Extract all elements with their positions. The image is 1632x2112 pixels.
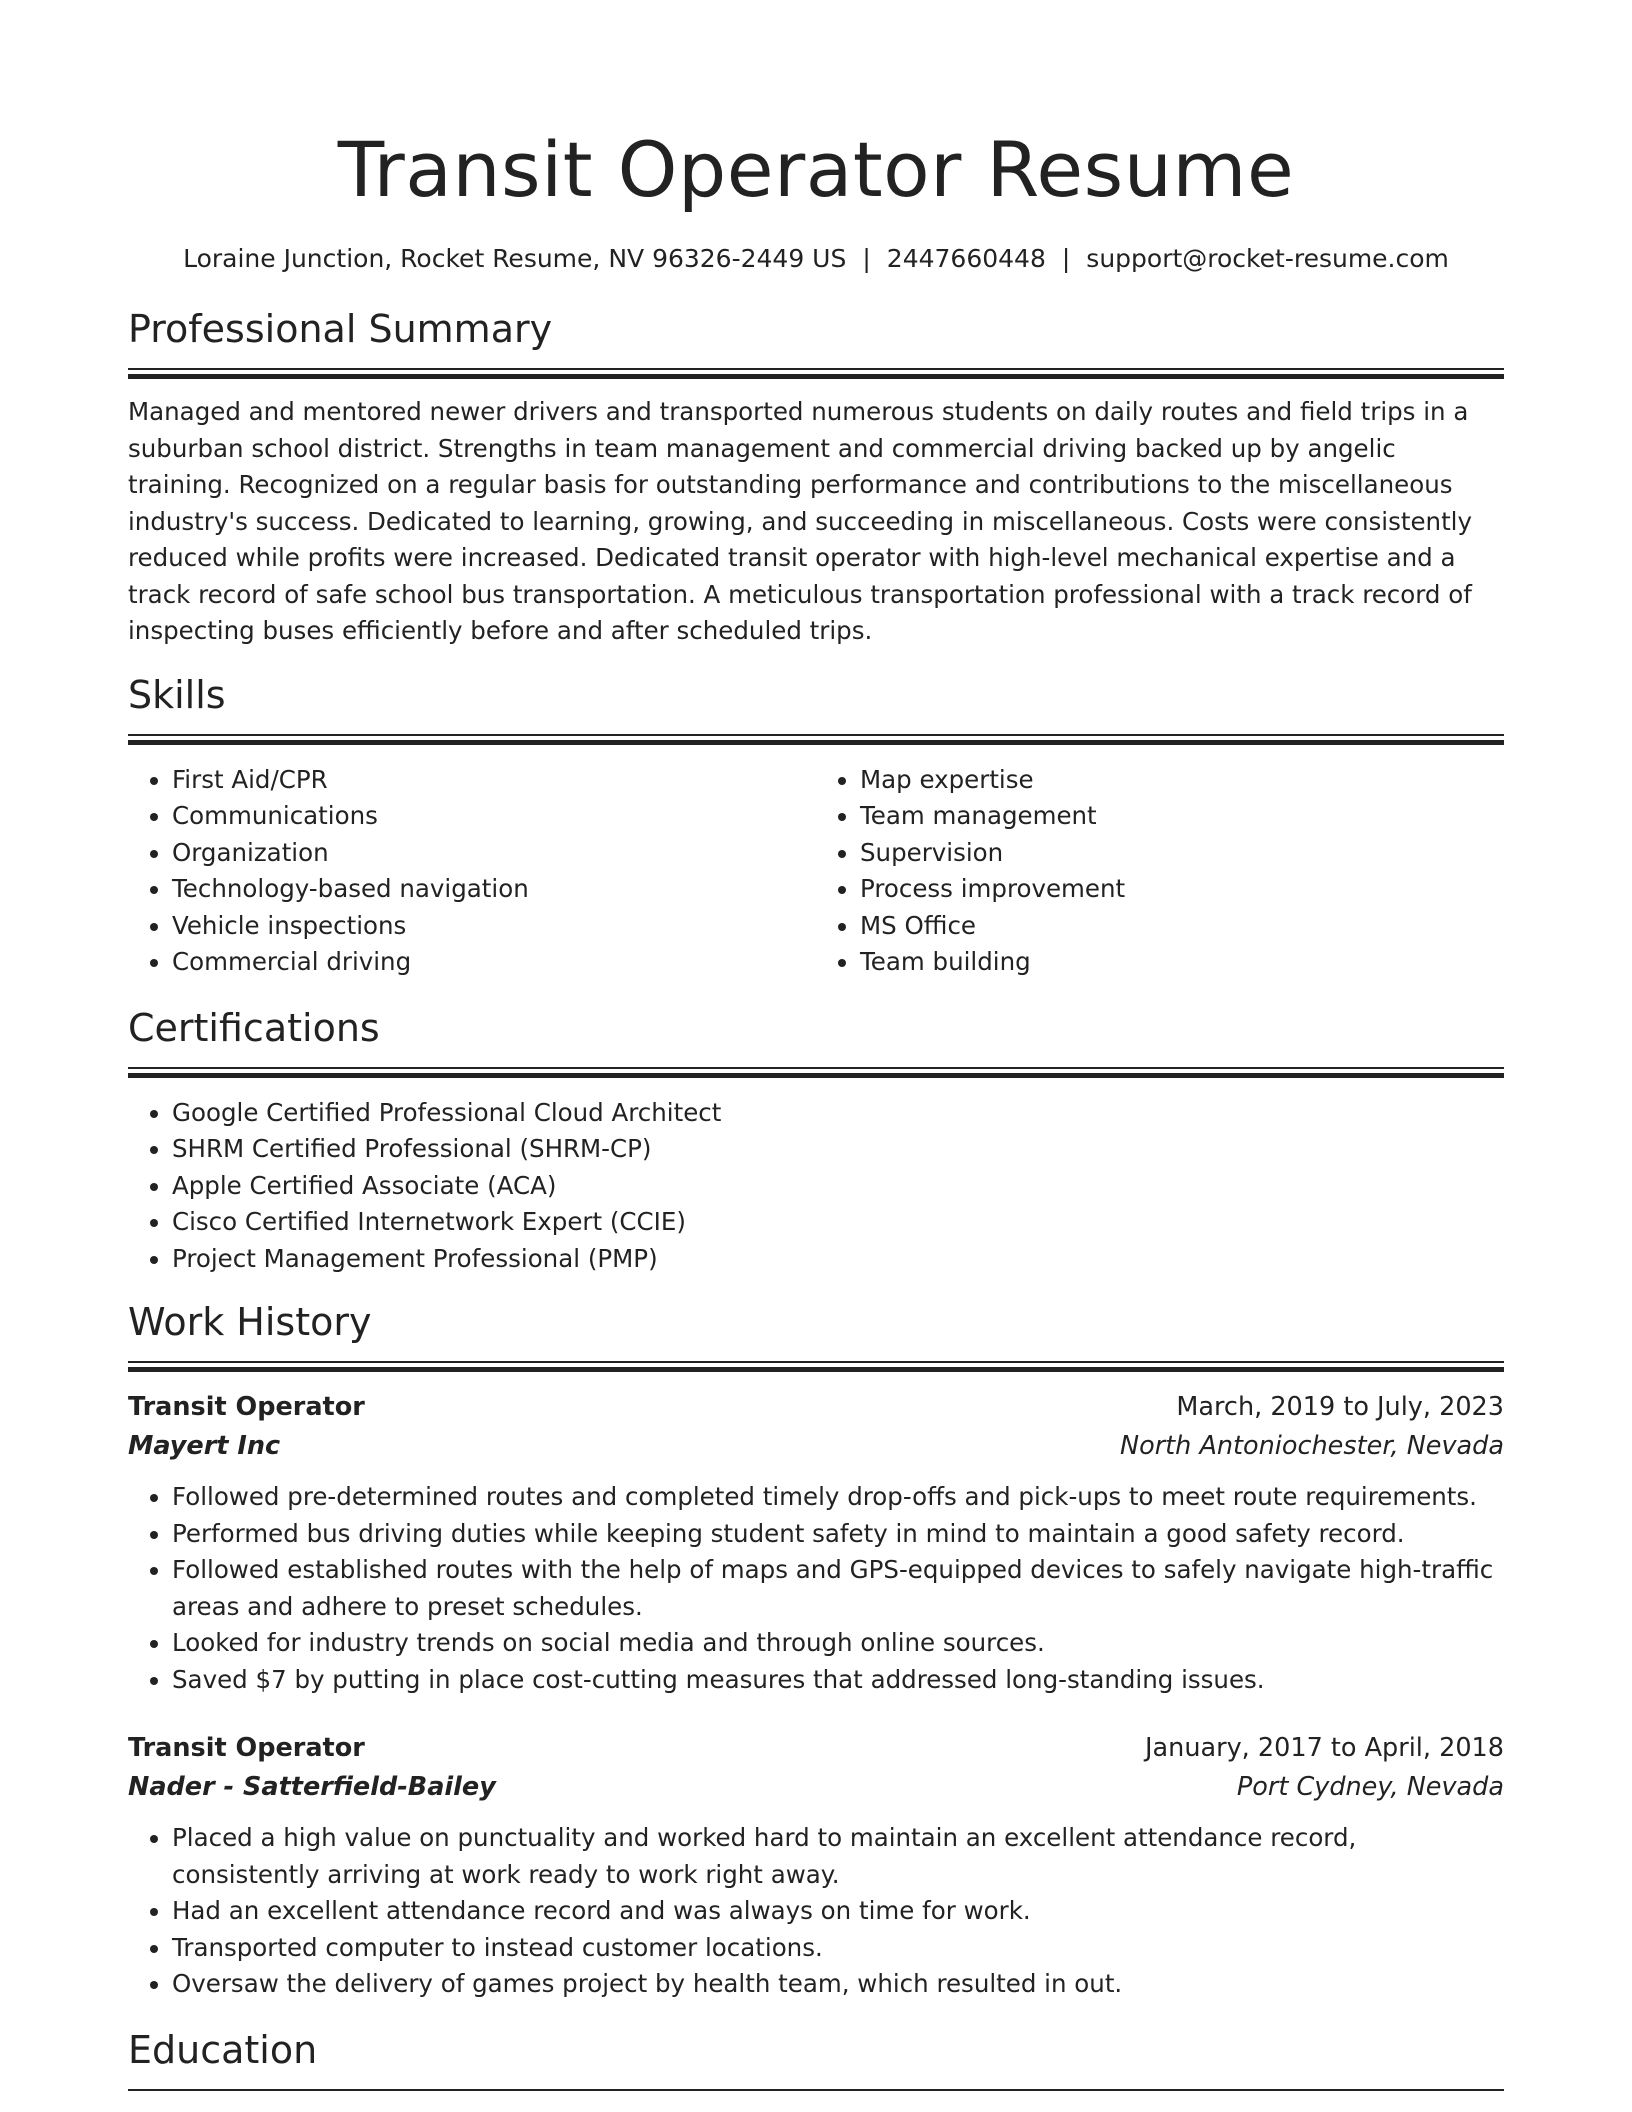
job-bullet: • Followed pre-determined routes and completed timely drop-offs and pick-ups to meet route requirements. [172, 1479, 1504, 1516]
skills-heading: Skills [128, 672, 226, 717]
certification-item: • Cisco Certified Internetwork Expert (CCIE) [172, 1204, 1504, 1241]
skill-item: • Technology-based navigation [172, 871, 816, 908]
job-location: North Antoniochester, Nevada [1120, 1431, 1504, 1461]
job-bullet: • Transported computer to instead customer locations. [172, 1930, 1504, 1967]
job-subheader [128, 1768, 1504, 1806]
certifications-list [128, 1095, 1504, 1278]
skill-item: • Team building [860, 944, 1504, 981]
job-bullets [128, 1820, 1504, 2003]
section-divider [128, 734, 1504, 746]
certification-item: • Google Certified Professional Cloud Architect [172, 1095, 1504, 1132]
skill-item: • Communications [172, 798, 816, 835]
skill-item: • Supervision [860, 835, 1504, 872]
skill-item: • First Aid/CPR [172, 762, 816, 799]
work-section [128, 1297, 1504, 2003]
skills-list-right [816, 762, 1504, 981]
certifications-heading: Certifications [128, 1005, 380, 1050]
work-heading: Work History [128, 1300, 372, 1344]
job-company: Nader - Satterfield-Bailey [128, 1772, 496, 1802]
job-bullets [128, 1479, 1504, 1698]
education-section [128, 2025, 1504, 2091]
skill-item: • MS Office [860, 908, 1504, 945]
job-bullet: • Looked for industry trends on social media and through online sources. [172, 1625, 1504, 1662]
job-subheader [128, 1427, 1504, 1465]
skill-item: • Team management [860, 798, 1504, 835]
skill-item: • Organization [172, 835, 816, 872]
job-bullet: • Performed bus driving duties while keeping student safety in mind to maintain a good safety record. [172, 1516, 1504, 1553]
contact-email[interactable]: support@rocket-resume.com [1086, 244, 1449, 273]
job-entry [128, 1387, 1504, 1698]
contact-separator: | [1061, 244, 1071, 273]
section-divider [128, 1361, 1504, 1373]
job-header [128, 1387, 1504, 1427]
job-entry [128, 1728, 1504, 2003]
certification-item: • Apple Certified Associate (ACA) [172, 1168, 1504, 1205]
skills-list-left [128, 762, 816, 981]
summary-text: Managed and mentored newer drivers and transported numerous students on daily routes and field trips in a suburban school district. Strengths in team management and commercial driving backed up by angelic training. Recognized on a regular basis for outstanding performance and contributions to the miscellaneous industry's success. Dedicated to learning, growing, and succeeding in miscellaneous. Costs were consistently reduced while profits were increased. Dedicated transit operator with high-level mechanical expertise and a track record of safe school bus transportation. A meticulous transportation professional with a track record of inspecting buses efficiently before and after scheduled trips. [128, 397, 1472, 645]
skill-item: • Vehicle inspections [172, 908, 816, 945]
job-bullet: • Had an excellent attendance record and was always on time for work. [172, 1893, 1504, 1930]
contact-separator: | [862, 244, 871, 273]
job-dates: March, 2019 to July, 2023 [1176, 1392, 1504, 1422]
certifications-section [128, 1003, 1504, 1278]
job-title: Transit Operator [128, 1392, 365, 1422]
job-company: Mayert Inc [128, 1431, 281, 1461]
job-bullet: • Saved $7 by putting in place cost-cutting measures that addressed long-standing issues. [172, 1662, 1504, 1699]
skills-section [128, 670, 1504, 981]
skill-item: • Map expertise [860, 762, 1504, 799]
job-bullet: • Oversaw the delivery of games project by health team, which resulted in out. [172, 1966, 1504, 2003]
job-header [128, 1728, 1504, 1768]
job-title: Transit Operator [128, 1733, 365, 1763]
job-location: Port Cydney, Nevada [1236, 1772, 1504, 1802]
section-divider [128, 1067, 1504, 1079]
skill-item: • Process improvement [860, 871, 1504, 908]
summary-section [128, 304, 1504, 650]
certification-item: • SHRM Certified Professional (SHRM-CP) [172, 1131, 1504, 1168]
job-bullet: • Followed established routes with the help of maps and GPS-equipped devices to safely navigate high-traffic areas and adhere to preset schedules. [172, 1552, 1504, 1625]
skills-columns [128, 762, 1504, 981]
section-divider [128, 368, 1504, 380]
job-dates: January, 2017 to April, 2018 [1145, 1733, 1504, 1763]
page-title: Transit Operator Resume [337, 125, 1295, 214]
contact-phone: 2447660448 [886, 244, 1046, 273]
section-divider [128, 2089, 1504, 2091]
contact-line [128, 242, 1504, 276]
contact-address: Loraine Junction, Rocket Resume, NV 96326-2449 US [183, 244, 847, 273]
skill-item: • Commercial driving [172, 944, 816, 981]
education-heading: Education [128, 2027, 318, 2072]
job-bullet: • Placed a high value on punctuality and worked hard to maintain an excellent attendance record, consistently arriving at work ready to work right away. [172, 1820, 1504, 1893]
certification-item: • Project Management Professional (PMP) [172, 1241, 1504, 1278]
summary-heading: Professional Summary [128, 307, 553, 351]
